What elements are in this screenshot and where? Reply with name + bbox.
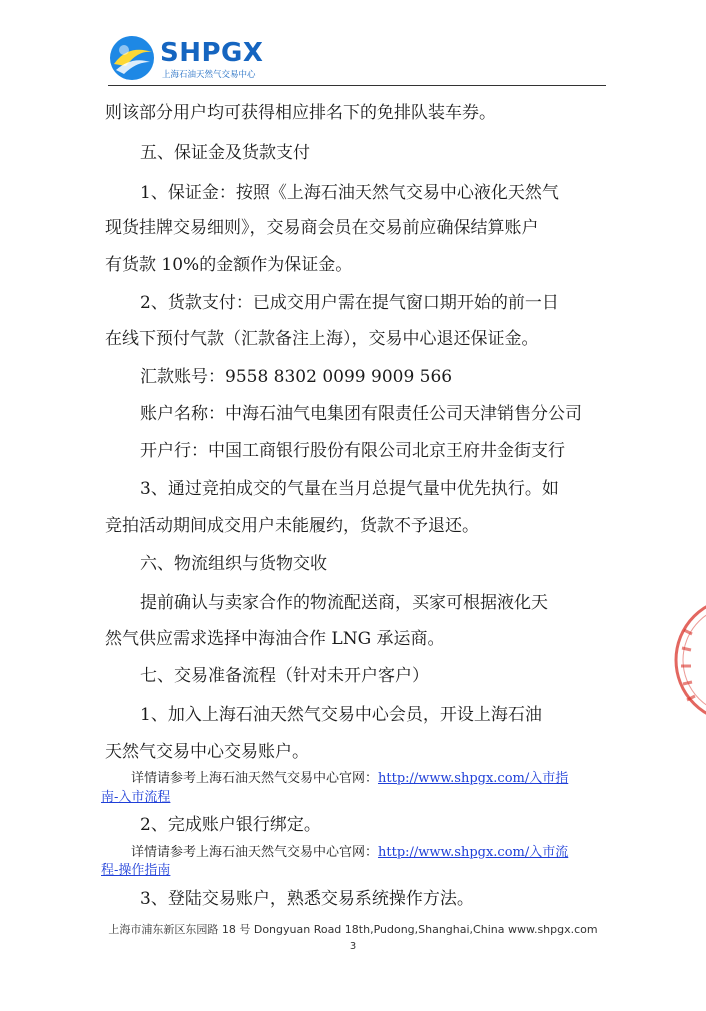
- text-line: 3、通过竞拍成交的气量在当月总提气量中优先执行。如: [140, 479, 559, 499]
- header-rule: [108, 85, 606, 86]
- account-name: 账户名称：中海石油气电集团有限责任公司天津销售分公司: [140, 404, 582, 424]
- text-line: 有货款 10%的金额作为保证金。: [105, 255, 353, 275]
- section-heading: 五、保证金及货款支付: [140, 143, 310, 163]
- opening-bank: 开户行：中国工商银行股份有限公司北京王府井金街支行: [140, 441, 565, 461]
- text-line: 提前确认与卖家合作的物流配送商，买家可根据液化天: [140, 593, 548, 613]
- footer-address: 上海市浦东新区东园路 18 号 Dongyuan Road 18th,Pudong,Shanghai,China www.shpgx.com: [108, 923, 598, 936]
- page-number: 3: [349, 941, 357, 952]
- seal-stamp-icon: [668, 590, 706, 730]
- text-line: 竞拍活动期间成交用户未能履约，货款不予退还。: [105, 516, 479, 536]
- letterhead: [108, 34, 608, 86]
- text-line: 在线下预付气款（汇款备注上海），交易中心退还保证金。: [105, 329, 539, 349]
- text-line: 2、完成账户银行绑定。: [140, 815, 321, 835]
- shpgx-link[interactable]: http://www.shpgx.com/入市指: [378, 771, 569, 786]
- shpgx-link[interactable]: http://www.shpgx.com/入市流: [378, 845, 569, 860]
- logo-subtitle: 上海石油天然气交易中心: [162, 70, 256, 80]
- reference-note: [101, 859, 170, 878]
- text-line: 1、加入上海石油天然气交易中心会员，开设上海石油: [140, 705, 542, 725]
- text-line: 现货挂牌交易细则》，交易商会员在交易前应确保结算账户: [105, 218, 539, 238]
- section-heading: 七、交易准备流程（针对未开户客户）: [140, 666, 429, 686]
- text-line: 然气供应需求选择中海油合作 LNG 承运商。: [105, 629, 445, 649]
- shpgx-link[interactable]: 程-操作指南: [101, 863, 171, 878]
- section-heading: 六、物流组织与货物交收: [140, 554, 327, 574]
- text-line: 则该部分用户均可获得相应排名下的免排队装车券。: [105, 103, 496, 123]
- account-number: 汇款账号：9558 8302 0099 9009 566: [140, 367, 453, 387]
- shpgx-link[interactable]: 南-入市流程: [101, 790, 171, 805]
- text-line: 3、登陆交易账户，熟悉交易系统操作方法。: [140, 889, 474, 909]
- reference-prefix: 详情请参考上海石油天然气交易中心官网：: [131, 845, 379, 860]
- shpgx-logo-icon: [108, 34, 156, 82]
- logo-text: SHPGX: [160, 38, 264, 68]
- reference-prefix: 详情请参考上海石油天然气交易中心官网：: [131, 771, 379, 786]
- text-line: 1、保证金：按照《上海石油天然气交易中心液化天然气: [140, 183, 559, 203]
- text-line: 2、货款支付：已成交用户需在提气窗口期开始的前一日: [140, 293, 559, 313]
- text-line: 天然气交易中心交易账户。: [105, 742, 309, 762]
- reference-note: [101, 786, 170, 805]
- reference-note: [131, 841, 568, 860]
- reference-note: [131, 767, 568, 786]
